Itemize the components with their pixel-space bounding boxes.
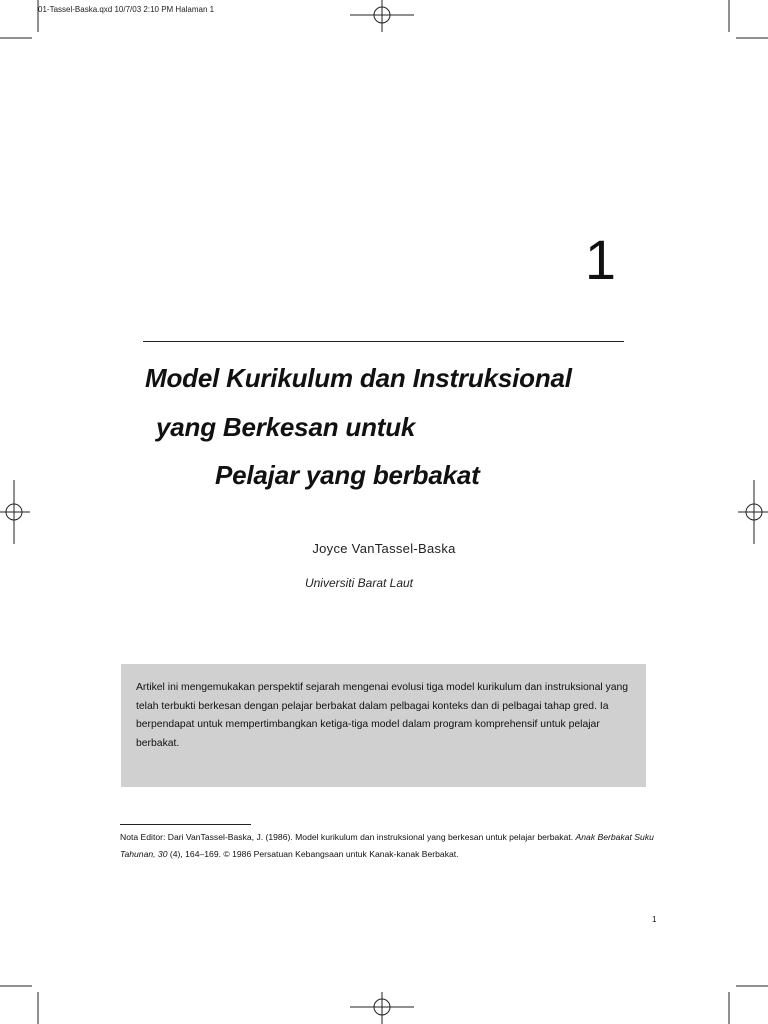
page-number: 1 [652,915,657,924]
footnote-issue-pages: (4), 164–169. © 1986 Persatuan Kebangsaan untuk Kanak-kanak Berbakat. [169,849,459,859]
author-name: Joyce VanTassel-Baska [312,541,456,556]
footnote-rule [120,824,251,825]
editor-footnote [120,829,665,863]
chapter-number: 1 [584,228,616,291]
title-rule [143,341,624,342]
registration-mark-top [350,0,414,32]
footnote-journal: Anak Berbakat Suku Tahunan, 30 [120,832,654,859]
chapter-title-line-2: yang Berkesan untuk [156,412,416,442]
registration-mark-right [738,480,768,544]
chapter-title-line-1: Model Kurikulum dan Instruksional [145,363,572,393]
chapter-title-line-3: Pelajar yang berbakat [215,460,480,490]
abstract-box [121,664,646,787]
footnote-text: Nota Editor: Dari VanTassel-Baska, J. (1986). Model kurikulum dan instruksional yang berkesan untuk pelajar berbakat. [120,832,574,842]
registration-mark-left [0,480,30,544]
abstract-text: Artikel ini mengemukakan perspektif sejarah mengenai evolusi tiga model kurikulum dan instruksional yang telah terbukti berkesan dengan pelajar berbakat dalam pelbagai konteks dan di pelbagai tahap gred. Ia berpendapat untuk mempertimbangkan ketiga-tiga model dalam program komprehensif untuk pelajar berbakat. [136,682,629,749]
printer-slug: 01-Tassel-Baska.qxd 10/7/03 2:10 PM Halaman 1 [38,5,215,14]
author-affiliation: Universiti Barat Laut [304,576,414,590]
registration-mark-bottom [350,992,414,1024]
